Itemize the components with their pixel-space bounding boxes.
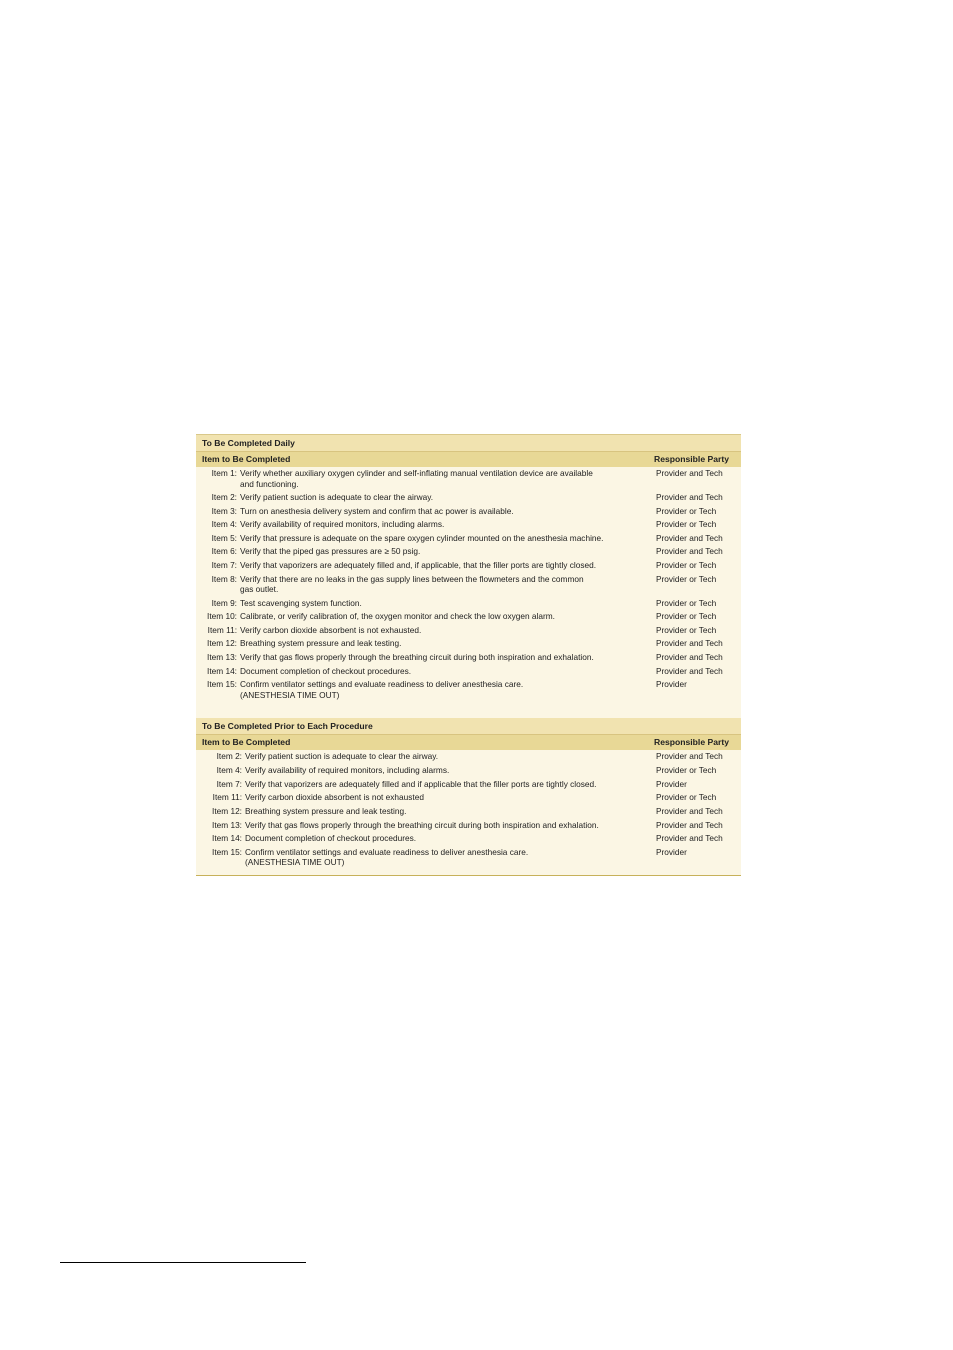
item-description bbox=[237, 533, 654, 547]
responsible-party: Provider and Tech bbox=[656, 819, 723, 830]
item-number: Item 13: bbox=[207, 651, 237, 662]
item-description-line: Breathing system pressure and leak testing. bbox=[245, 805, 407, 816]
item-number: Item 9: bbox=[211, 597, 237, 608]
responsible-party: Provider bbox=[656, 679, 687, 690]
item-description bbox=[237, 546, 654, 560]
item-description-line: Verify carbon dioxide absorbent is not exhausted bbox=[245, 792, 424, 803]
item-number: Item 2: bbox=[211, 492, 237, 502]
table-row bbox=[196, 533, 741, 547]
item-number: Item 7: bbox=[216, 778, 242, 789]
table-row bbox=[196, 492, 741, 506]
responsible-party: Provider or Tech bbox=[656, 764, 717, 775]
item-number: Item 11: bbox=[207, 624, 237, 635]
table-row bbox=[196, 468, 741, 492]
responsible-party: Provider and Tech bbox=[656, 751, 723, 762]
item-number: Item 12: bbox=[212, 805, 242, 816]
table-row bbox=[196, 574, 741, 598]
item-description-line: Verify that vaporizers are adequately filled and, if applicable, that the filler ports are tightly closed. bbox=[240, 559, 597, 570]
item-description-line: Verify patient suction is adequate to clear the airway. bbox=[245, 751, 439, 762]
item-number: Item 3: bbox=[211, 505, 237, 516]
responsible-party: Provider and Tech bbox=[656, 546, 723, 557]
item-description bbox=[237, 652, 654, 666]
item-description-line: Verify availability of required monitors, including alarms. bbox=[245, 764, 450, 775]
item-number: Item 14: bbox=[212, 833, 242, 844]
table-row bbox=[196, 652, 741, 666]
item-description-line: Confirm ventilator settings and evaluate readiness to deliver anesthesia care. bbox=[240, 679, 524, 690]
item-description bbox=[237, 468, 654, 492]
table-row bbox=[196, 679, 741, 703]
item-description-line: Verify availability of required monitors, including alarms. bbox=[240, 519, 445, 530]
item-description-line: Verify patient suction is adequate to clear the airway. bbox=[240, 492, 434, 502]
responsible-party: Provider or Tech bbox=[656, 611, 717, 622]
item-description bbox=[237, 492, 654, 506]
item-description bbox=[242, 806, 654, 820]
item-description-line: Verify that pressure is adequate on the spare oxygen cylinder mounted on the anesthesia machine. bbox=[240, 532, 604, 543]
item-description-line: Turn on anesthesia delivery system and confirm that ac power is available. bbox=[240, 505, 514, 516]
table-row bbox=[196, 560, 741, 574]
item-description bbox=[237, 638, 654, 652]
item-number: Item 5: bbox=[211, 532, 237, 543]
item-description-line: Verify whether auxiliary oxygen cylinder and self-inflating manual ventilation device are available bbox=[240, 468, 593, 478]
item-number: Item 7: bbox=[211, 559, 237, 570]
item-description-line: Confirm ventilator settings and evaluate readiness to deliver anesthesia care. bbox=[245, 846, 529, 857]
item-description bbox=[237, 625, 654, 639]
checkout-table bbox=[196, 434, 741, 876]
item-description bbox=[237, 519, 654, 533]
table-row bbox=[196, 625, 741, 639]
responsible-party: Provider or Tech bbox=[656, 573, 717, 584]
item-number: Item 4: bbox=[216, 764, 242, 775]
responsible-party: Provider or Tech bbox=[656, 505, 717, 516]
item-description bbox=[237, 679, 654, 703]
item-description bbox=[242, 833, 654, 847]
column-header-row-daily bbox=[196, 451, 741, 467]
section-gap bbox=[196, 703, 741, 718]
responsible-party: Provider or Tech bbox=[656, 519, 717, 530]
item-number: Item 2: bbox=[216, 751, 242, 762]
column-header-row-procedure bbox=[196, 734, 741, 750]
section-title-procedure: To Be Completed Prior to Each Procedure bbox=[196, 718, 741, 734]
table-row bbox=[196, 546, 741, 560]
table-row bbox=[196, 792, 741, 806]
item-description-line: Breathing system pressure and leak testing. bbox=[240, 638, 402, 649]
item-description-line: (ANESTHESIA TIME OUT) bbox=[245, 857, 345, 868]
table-row bbox=[196, 833, 741, 847]
item-description bbox=[237, 611, 654, 625]
responsible-party: Provider bbox=[656, 846, 687, 857]
column-header-item: Item to Be Completed bbox=[202, 454, 291, 464]
item-number: Item 8: bbox=[211, 573, 237, 584]
responsible-party: Provider bbox=[656, 778, 687, 789]
item-description-line: Verify carbon dioxide absorbent is not exhausted. bbox=[240, 624, 422, 635]
table-row bbox=[196, 638, 741, 652]
responsible-party: Provider or Tech bbox=[656, 597, 717, 608]
item-number: Item 12: bbox=[207, 638, 237, 649]
item-description-line: gas outlet. bbox=[240, 584, 279, 595]
item-description-line: (ANESTHESIA TIME OUT) bbox=[240, 689, 340, 700]
item-description-line: Verify that vaporizers are adequately filled and if applicable that the filler ports are tightly closed. bbox=[245, 778, 597, 789]
responsible-party: Provider and Tech bbox=[656, 492, 723, 502]
item-number: Item 6: bbox=[211, 546, 237, 557]
item-number: Item 15: bbox=[212, 846, 242, 857]
item-description-line: Verify that the piped gas pressures are ≥ 50 psig. bbox=[240, 546, 421, 557]
responsible-party: Provider or Tech bbox=[656, 624, 717, 635]
responsible-party: Provider and Tech bbox=[656, 468, 723, 478]
item-number: Item 1: bbox=[211, 468, 237, 478]
item-description-line: and functioning. bbox=[240, 478, 299, 489]
responsible-party: Provider and Tech bbox=[656, 833, 723, 844]
table-row bbox=[196, 598, 741, 612]
item-description bbox=[237, 666, 654, 680]
item-description-line: Verify that there are no leaks in the gas supply lines between the flowmeters and the common bbox=[240, 573, 584, 584]
responsible-party: Provider or Tech bbox=[656, 792, 717, 803]
responsible-party: Provider and Tech bbox=[656, 638, 723, 649]
procedure-rows bbox=[196, 750, 741, 871]
responsible-party: Provider and Tech bbox=[656, 532, 723, 543]
item-description-line: Verify that gas flows properly through the breathing circuit during both inspiration and exhalation. bbox=[240, 651, 594, 662]
table-row bbox=[196, 779, 741, 793]
table-row bbox=[196, 519, 741, 533]
item-description-line: Test scavenging system function. bbox=[240, 597, 362, 608]
item-description-line: Verify that gas flows properly through the breathing circuit during both inspiration and exhalation. bbox=[245, 819, 599, 830]
table-row bbox=[196, 666, 741, 680]
responsible-party: Provider and Tech bbox=[656, 651, 723, 662]
item-description bbox=[242, 751, 654, 765]
column-header-party: Responsible Party bbox=[654, 454, 729, 464]
item-description bbox=[242, 820, 654, 834]
table-row bbox=[196, 506, 741, 520]
item-description bbox=[237, 560, 654, 574]
section-title-daily: To Be Completed Daily bbox=[196, 435, 741, 451]
item-number: Item 4: bbox=[211, 519, 237, 530]
item-number: Item 11: bbox=[212, 792, 242, 803]
table-row bbox=[196, 847, 741, 871]
responsible-party: Provider and Tech bbox=[656, 665, 723, 676]
column-header-party: Responsible Party bbox=[654, 737, 729, 748]
table-row bbox=[196, 751, 741, 765]
table-row bbox=[196, 611, 741, 625]
item-number: Item 13: bbox=[212, 819, 242, 830]
item-description bbox=[242, 792, 654, 806]
item-description-line: Calibrate, or verify calibration of, the oxygen monitor and check the low oxygen alarm. bbox=[240, 611, 555, 622]
item-description bbox=[237, 574, 654, 598]
table-row bbox=[196, 765, 741, 779]
item-description bbox=[237, 598, 654, 612]
responsible-party: Provider or Tech bbox=[656, 559, 717, 570]
table-row bbox=[196, 806, 741, 820]
item-description bbox=[242, 765, 654, 779]
item-number: Item 10: bbox=[207, 611, 237, 622]
item-description-line: Document completion of checkout procedures. bbox=[240, 665, 412, 676]
item-description-line: Document completion of checkout procedures. bbox=[245, 833, 417, 844]
table-row bbox=[196, 820, 741, 834]
footnote-rule bbox=[60, 1262, 306, 1263]
daily-rows bbox=[196, 467, 741, 703]
item-number: Item 15: bbox=[207, 679, 237, 690]
item-description bbox=[242, 847, 654, 871]
item-description bbox=[242, 779, 654, 793]
column-header-item: Item to Be Completed bbox=[202, 737, 291, 748]
item-description bbox=[237, 506, 654, 520]
responsible-party: Provider and Tech bbox=[656, 805, 723, 816]
item-number: Item 14: bbox=[207, 665, 237, 676]
